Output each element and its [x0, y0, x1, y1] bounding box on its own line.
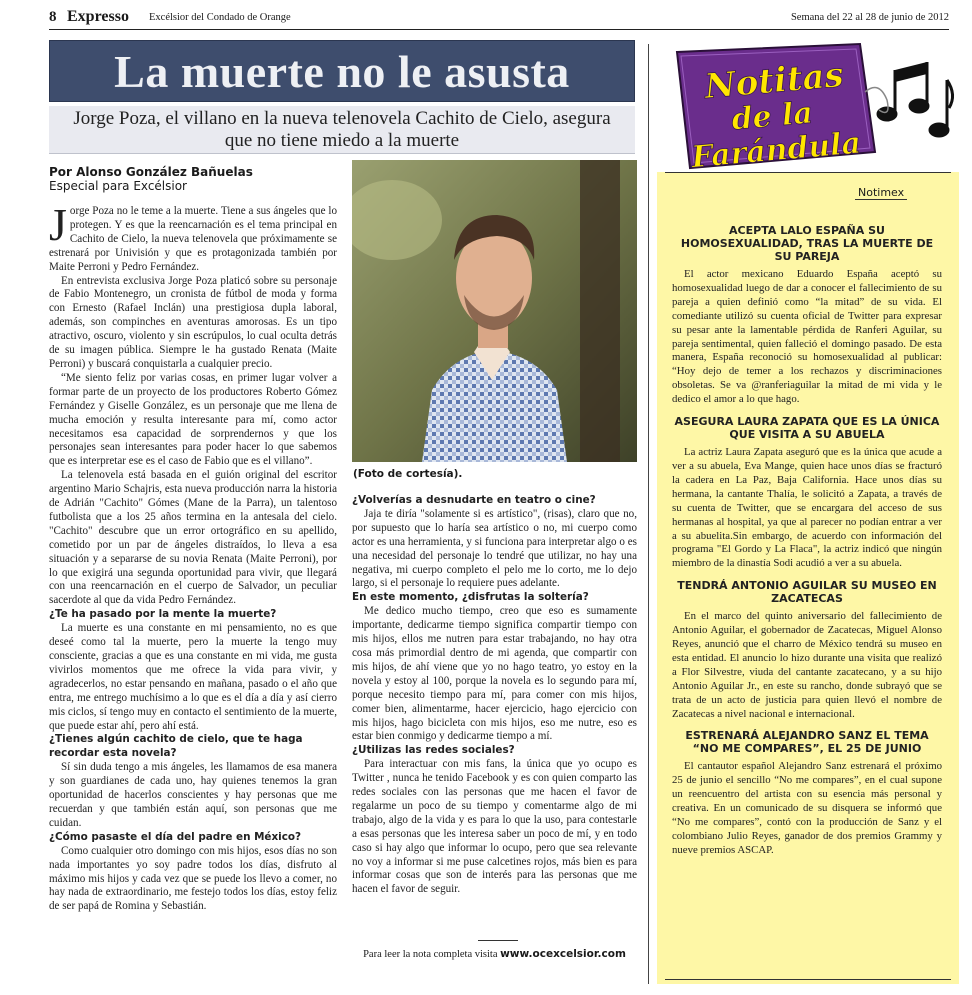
page-header [49, 8, 949, 30]
sidebar-stories [672, 224, 942, 866]
section-logo-graphic [665, 40, 960, 180]
interview-question: ¿Utilizas las redes sociales? [352, 744, 515, 757]
article-paragraph: En entrevista exclusiva Jorge Poza platicó sobre su personaje de Fabio Montenegro, un cronista de fútbol de moda y forma con Ernesto (Rafael Inclán) una prestigiosa dupla laboral, además, son compinches en aventuras amorosas. Es un tipo atractivo, oscuro, violento y sin escrúpulos, lo cual oculta detrás de su imagen pública. Siempre le ha gustado Renata (Maite Perroni) y buscará conquistarla a cualquier precio. [49, 274, 337, 370]
read-more-text: Para leer la nota completa visita [363, 949, 501, 960]
interview-question: ¿Volverías a desnudarte en teatro o cine? [352, 494, 596, 506]
story-headline: TENDRÁ ANTONIO AGUILAR SU MUSEO EN ZACATECAS [677, 579, 937, 606]
interview-answer: Como cualquier otro domingo con mis hijos, esos días no son nada importantes yo soy padre todos los días, disfruto al máximo mis hijos y cada vez que se puede los llevo a comer, no hay nada de extraordinario, me festejo todos los días, estoy feliz de ser papá de Romina y Sebastián. [49, 844, 337, 913]
byline-author: Por Alonso González Bañuelas [49, 165, 253, 179]
publication-name: Excélsior del Condado de Orange [149, 12, 291, 23]
story-headline: ACEPTA LALO ESPAÑA SU HOMOSEXUALIDAD, TRAS LA MUERTE DE SU PAREJA [680, 224, 934, 263]
interview-answer: Me dedico mucho tiempo, creo que eso es sumamente importante, dedicarme tiempo significa compartir tiempo con mis hijos, ellos me nutren para estar trabajando, no hay otra cosa más primordial dentro de mi agenda, que compartir con mis hijos, de ahí viene que yo no hago teatro, yo estoy en la novela y estoy al 100, porque la novela es lo segundo para mí, porque necesito tiempo para mí, para comer con mis hijos, comer bien, alimentarme, hacer ejercicio, hago ejercicio con mis hijos, hago bicicleta con mis hijos, eso me nutre, eso es estar bien conmigo y dedicarme tiempo a mí. [352, 605, 637, 743]
article-column-2 [352, 494, 637, 897]
interview-question: ¿Tienes algún cachito de cielo, que te haga recordar esta novela? [49, 733, 303, 760]
story-headline: ASEGURA LAURA ZAPATA QUE ES LA ÚNICA QUE VISITA A SU ABUELA [674, 415, 940, 442]
portrait-illustration [352, 160, 637, 462]
subheadline [49, 106, 635, 154]
paragraph-text: orge Poza no le teme a la muerte. Tiene a sus ángeles que lo protegen. Y es que la reencarnación es el tema principal en Cachito de Cielo, la nueva telenovela que próximamente se estrenará por Univisión y que es protagonizada también por Maite Perroni y Pedro Fernández. [49, 205, 337, 273]
interview-question: En este momento, ¿disfrutas la soltería? [352, 591, 589, 604]
column-divider [648, 44, 649, 984]
read-more-line [352, 948, 637, 960]
drop-cap: J [49, 199, 67, 250]
interview-question: ¿Te ha pasado por la mente la muerte? [49, 608, 277, 621]
interview-answer: Sí sin duda tengo a mis ángeles, les llamamos de esa manera y son guardianes de cada uno, hay quienes tenemos la gran oportunidad de hacerlos conscientes y hay personas que me recuerdan y que también están aquí, son personas que me cuidan. [49, 761, 337, 829]
music-notes-icon [865, 62, 953, 137]
divider [478, 940, 518, 941]
sidebar-story [672, 579, 942, 721]
sidebar-story [672, 729, 942, 857]
story-headline: ESTRENARÁ ALEJANDRO SANZ EL TEMA “NO ME COMPARES”, EL 25 DE JUNIO [685, 729, 929, 756]
gossip-sidebar [657, 172, 959, 984]
article-paragraph: “Me siento feliz por varias cosas, en primer lugar volver a formar parte de un proyecto de los productores Roberto Gómez Fernández y Giselle González, es un personaje que me llena de mucha emoción y resulta interesante para mí, como actor necesitamos esa capacidad de sorprendernos y que los personajes sean interesantes para poder hacer lo que sabemos que es interpretar ese es el caso de Fabio que es el villano”. [49, 371, 337, 468]
interview-answer: Para interactuar con mis fans, la única que yo ocupo es Twitter , nunca he tenido Facebook y es con quien comparto las redes sociales con las personas que me hacen el favor de regalarme un poco de su tiempo y comentarme algo de mi trabajo, algo de la vida y es para lo que la uso, para contestarle a esas personas que les interesa saber un poco de mí, y en todo caso si hay algo que informar lo ocupo, pero que sea relevante no voy a informar si me puse calcetines rojos, más bien es para informar cosas que son de interés para las personas que me hacen el favor de seguir. [352, 758, 637, 896]
portrait-photo [352, 160, 637, 462]
sidebar-story [672, 224, 942, 407]
story-body: El cantautor español Alejandro Sanz estrenará el próximo 25 de junio el sencillo “No me compares”, en el cual supone un reencuentro del artista con su esencia más personal y creativa. En un comunicado de su disquera se informó que “No me compares”, contó con la producción de Sanz y el colombiano Julio Reyes, ganador de dos premios Grammy y nueve premios ASCAP. [672, 760, 942, 856]
subheadline-line-2: que no tiene miedo a la muerte [224, 130, 460, 151]
byline-affiliation: Especial para Excélsior [49, 179, 187, 193]
interview-question: ¿Cómo pasaste el día del padre en México? [49, 830, 302, 843]
source-credit: Notimex [855, 186, 907, 200]
interview-answer: La muerte es una constante en mi pensamiento, no es que deseé como tal la muerte, pero la muerte la tengo muy consciente, gracias a que es una constante en mi vida, me gusta vivirlos momentos que me ofrece la vida para vivir, y agradecerlos, no estar pensando en mañana, pasado o el año que entra, me entrego muchísimo a lo que es el día a día y así cierro mis ciclos, sí tengo muy en contacto el sentimiento de la muerte, que puede estar ahí, pero ahí está. [49, 622, 337, 732]
sidebar-story [672, 415, 942, 571]
logo-line-2: de la [730, 95, 815, 138]
logo-line-3: Farándula [690, 125, 863, 176]
photo-caption: (Foto de cortesía). [353, 468, 463, 480]
article-paragraph: La telenovela está basada en el guión original del escritor argentino Mario Schajris, esta nueva producción narra la historia de Adrián "Cachito" Gómes (Mane de la Parra), un talentoso futbolista que a los 25 años termina en la antesala del cielo. "Cachito" descubre que un error ortográfico en su apellido, cometido por un par de ángeles distraídos, lo lleva a esa situación y a separarse de su novia Renata (Maite Perroni), por lo que exigirá una segunda oportunidad para vivir, que llegará con una reencarnación en el cuerpo de Salvador, un peculiar sacerdote al que da vida Pedro Fernández. [49, 469, 337, 607]
page-number: 8 [49, 9, 57, 25]
interview-answer: Jaja te diría "solamente si es artístico", (risas), claro que no, por supuesto que lo haría sea artístico o no, mi cuerpo como actor es una herramienta, y si funciona para interpretar algo o es una necesidad del personaje lo tendré que utilizar, no hay una negativa, mi cuerpo completo el pelo me lo corto, me lo dejo largo, si el personaje lo requiere pues adelante. [352, 507, 637, 590]
story-body: En el marco del quinto aniversario del fallecimiento de Antonio Aguilar, el gobernador de Zacatecas, Miguel Alonso Reyes, anunció que el charro de México tendrá su museo en esta entidad. El anuncio lo hizo durante una visita que realizó a Flor Silvestre, viuda del cantante zacatecano, y a su hijo Antonio Aguilar Jr., en este su rancho, donde subrayó que se trata de un acto de justicia para quien llevó el nombre de Zacatecas a nivel nacional e internacional. [672, 610, 942, 720]
section-logo [665, 40, 960, 180]
article-column-1 [49, 199, 337, 914]
headline-banner [49, 40, 635, 102]
story-body: El actor mexicano Eduardo España aceptó su homosexualidad luego de dar a conocer el fallecimiento de su pareja a quien definió como “la mitad” de su vida. El comediante utilizó su cuenta oficial de Twitter para expresar su pesar ante la lamentable pérdida de Ranferi Aguilar, su pareja sentimental, quien falleció el domingo pasado. De esta manera, España reconoció su homosexualidad al publicar: “Hoy dejo de temer a los rechazos y discriminaciones obsoletas. Se va @ranferiaguilar la mitad de mi vida y le dedico el amor a lo que hago. [672, 268, 942, 406]
logo-line-1: Notitas [702, 55, 846, 108]
story-body: La actriz Laura Zapata aseguró que es la única que acude a ver a su abuela, Eva Mange, quien hace unos días se fracturó la cadera en La Paz, Baja California. Hace unos días su hermana, la cantante Thalía, le solicitó a Zapata, a través de su cuenta de Twitter, que se encargara del acceso de sus hermanas al hospital, ya que al parecer no podían entrar a ver a su abuelita.Sin embargo, de acuerdo con información del programa "El Gordo y La Flaca", la actriz indicó que ningún miembro de la dinastía Sodi acudió a ver a su abuela. [672, 446, 942, 570]
read-more-link[interactable]: www.ocexcelsior.com [500, 948, 626, 960]
subheadline-line-1: Jorge Poza, el villano en la nueva telenovela Cachito de Cielo, asegura [73, 108, 611, 129]
article-paragraph [49, 199, 337, 275]
issue-date: Semana del 22 al 28 de junio de 2012 [790, 12, 949, 23]
headline: La muerte no le asusta [114, 46, 570, 97]
brand-name: Expresso [67, 8, 129, 25]
